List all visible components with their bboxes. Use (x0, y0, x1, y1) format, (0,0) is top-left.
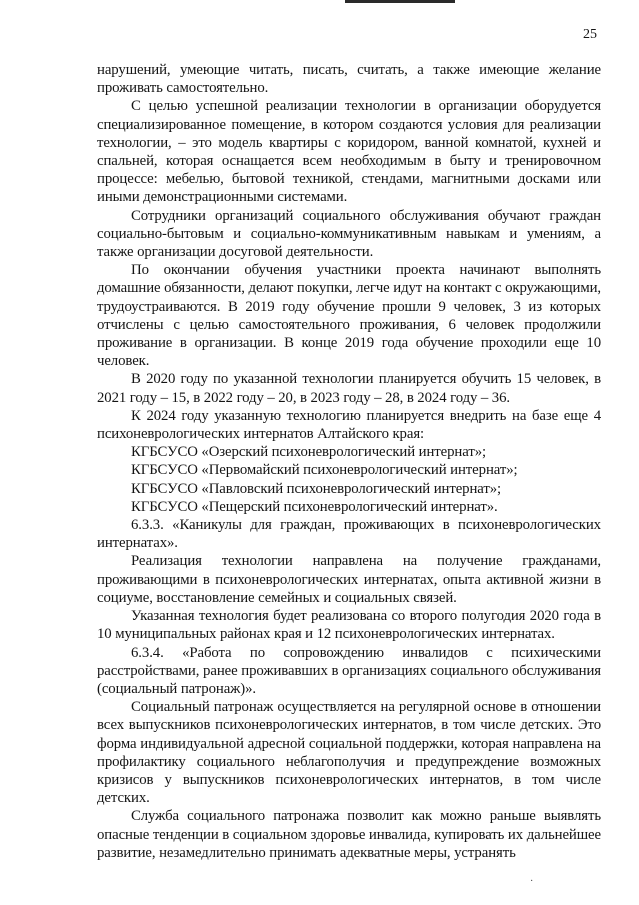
paragraph-training-results: По окончании обучения участники проекта начинают выполнять домашние обязанности, делают покупки, легче идут на контакт с окружающими, трудоустраиваются. В 2019 году обучение прошли 9 человек, 3 из которых отчислены с целью самостоятельного проживания, 6 человек продолжили проживание в организации. В конце 2019 года обучение проходили еще 10 человек. (97, 262, 601, 370)
section-heading-6-3-3: 6.3.3. «Каникулы для граждан, проживающих в психоневрологических интернатах». (97, 517, 601, 552)
paragraph-social-patronage: Социальный патронаж осуществляется на регулярной основе в отношении всех выпускников психоневрологических интернатов, в том числе детских. Это форма индивидуальной адресной социальной поддержки, которая направлена на профилактику социального неблагополучия и предупреждение возможных кризисов у выпускников психоневрологических интернатов, в том числе детских. (97, 699, 601, 807)
paragraph-patronage-service: Служба социального патронажа позволит как можно раньше выявлять опасные тенденции в социальном здоровье инвалида, купировать их дальнейшее развитие, незамедлительно принимать адекватные меры, устранять (97, 808, 601, 861)
paragraph-expansion: К 2024 году указанную технологию планируется внедрить на базе еще 4 психоневрологических интернатов Алтайского края: (97, 407, 601, 443)
list-item-internat: КГБСУСО «Пещерский психоневрологический интернат». (131, 498, 498, 515)
list-item-internat: КГБСУСО «Павловский психоневрологический интернат»; (131, 480, 502, 497)
section-heading-6-3-4: 6.3.4. «Работа по сопровождению инвалидов с психическими расстройствами, ранее проживавших в организациях социального обслуживания (социальный патронаж)». (97, 644, 601, 697)
document-body (97, 61, 601, 862)
paragraph-continuation: нарушений, умеющие читать, писать, считать, а также имеющие желание проживать самостоятельно. (97, 62, 601, 97)
paragraph-training-plan: В 2020 году по указанной технологии планируется обучить 15 человек, в 2021 году – 15, в 2022 году – 20, в 2023 году – 28, в 2024 году – 36. (97, 371, 601, 406)
scan-speck: · (530, 876, 534, 887)
paragraph-vacation-goal: Реализация технологии направлена на получение гражданами, проживающими в психоневрологических интернатах, опыта активной жизни в социуме, восстановление семейных и социальных связей. (97, 553, 601, 606)
page-number: 25 (583, 27, 597, 42)
list-item-internat: КГБСУСО «Первомайский психоневрологический интернат»; (131, 462, 518, 479)
paragraph-staff-training: Сотрудники организаций социального обслуживания обучают граждан социально-бытовым и социально-коммуникативным навыкам и умениям, а также организации досуговой деятельности. (97, 207, 601, 261)
paragraph-vacation-scope: Указанная технология будет реализована со второго полугодия 2020 года в 10 муниципальных районах края и 12 психоневрологических интернатах. (97, 608, 601, 643)
scan-edge-mark (345, 0, 455, 3)
list-item-internat: КГБСУСО «Озерский психоневрологический интернат»; (131, 444, 487, 461)
paragraph-specialized-room: С целью успешной реализации технологии в организации оборудуется специализированное помещение, в котором создаются условия для реализации технологии, – это модель квартиры с коридором, ванной комнатой, кухней и спальней, которая оснащается всем необходимым в быту и тренировочном процессе: мебелью, бытовой техникой, стендами, магнитными досками или иными демонстрационными системами. (97, 98, 601, 206)
